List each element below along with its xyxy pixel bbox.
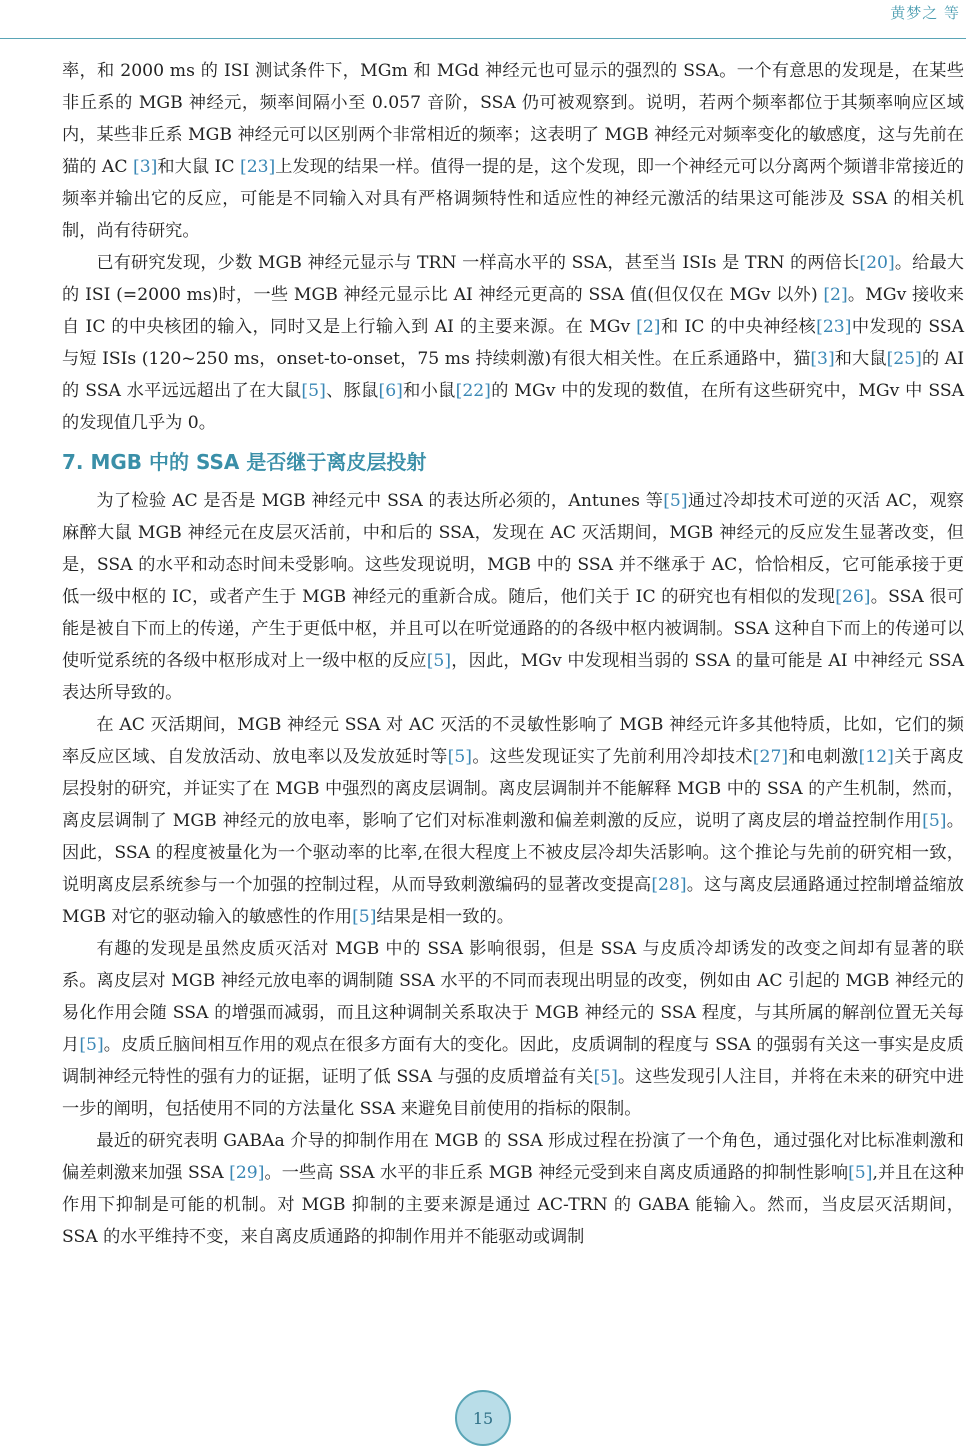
citation-link[interactable]: [27] (752, 747, 789, 767)
paragraph (62, 247, 964, 439)
citation-link[interactable]: [2] (636, 317, 661, 337)
citation-link[interactable]: [12] (858, 747, 894, 767)
citation-link[interactable]: [5] (301, 381, 326, 401)
paragraph-text: 的 MGv 中的发现的数值，在所有这些研究中，MGv 中 SSA 的发现值几乎为 0。 (62, 381, 965, 433)
citation-link[interactable]: [5] (663, 491, 688, 511)
page-number-badge: 15 (455, 1390, 511, 1446)
paragraph-text: 中发现的 SSA 与短 ISIs (120~250 ms，onset-to-onset，75 ms 持续刺激)有很大相关性。在丘系通路中，猫 (62, 317, 965, 369)
paragraph-text: 率，和 2000 ms 的 ISI 测试条件下，MGm 和 MGd 神经元也可显示的强烈的 SSA。一个有意思的发现是，在某些非丘系的 MGB 神经元，频率间隔小至 0.057 音阶，SSA 仍可被观察到。说明，若两个频率都位于其频率响应区域内，某些非丘系 MGB 神经元可以区别两个非常相近的频率；这表明了 MGB 神经元对频率变化的敏感度，这与先前在猫的 AC (62, 61, 964, 177)
paragraph (62, 485, 964, 709)
citation-link[interactable]: [22] (455, 381, 491, 401)
paragraph-text: 。这与离皮层通路通过控制增益缩放 MGB 对它的驱动输入的敏感性的作用 (62, 875, 964, 927)
paragraph-text: 和大鼠 (834, 349, 887, 369)
paragraph-text: 。SSA 很可能是被自下而上的传递，产生于更低中枢，并且可以在听觉通路的的各级中枢内被调制。SSA 这种自下而上的传递可以使听觉系统的各级中枢形成对上一级中枢的反应 (62, 587, 964, 671)
citation-link[interactable]: [5] (352, 907, 377, 927)
paragraph-text: 和电刺激 (788, 747, 859, 767)
citation-link[interactable]: [2] (823, 285, 848, 305)
pre-section-text (62, 55, 964, 439)
paragraph-text: 。因此，SSA 的程度被量化为一个驱动率的比率,在很大程度上不被皮层冷却失活影响。这个推论与先前的研究相一致，说明离皮层系统参与一个加强的控制过程，从而导致刺激编码的显著改变提高 (62, 811, 964, 895)
paragraph-text: 已有研究发现，少数 MGB 神经元显示与 TRN 一样高水平的 SSA，甚至当 ISIs 是 TRN 的两倍长 (96, 253, 860, 273)
paragraph-text: 。给最大的 ISI (=2000 ms)时，一些 MGB 神经元显示比 AI 神经元更高的 SSA 值(但仅仅在 MGv 以外) (62, 253, 964, 305)
paragraph-text: 的 AI 的 SSA 水平远远超出了在大鼠 (62, 349, 964, 401)
paragraph-text: 有趣的发现是虽然皮质灭活对 MGB 中的 SSA 影响很弱，但是 SSA 与皮质冷却诱发的改变之间却有显著的联系。离皮层对 MGB 神经元放电率的调制随 SSA 水平的不同而表现出明显的改变，例如由 AC 引起的 MGB 神经元的易化作用会随 SSA 的增强而减弱，而且这种调制关系取决于 MGB 神经元的 SSA 程度，与其所属的解剖位置无关每月 (62, 939, 964, 1055)
citation-link[interactable]: [5] (447, 747, 472, 767)
paragraph-text: 、豚鼠 (325, 381, 379, 401)
paragraph-text: 和大鼠 IC (157, 157, 240, 177)
article-body (62, 55, 964, 1253)
citation-link[interactable]: [5] (922, 811, 947, 831)
citation-link[interactable]: [20] (859, 253, 895, 273)
paragraph-text: 。MGv 接收来自 IC 的中央核团的输入，同时又是上行输入到 AI 的主要来源。在 MGv (62, 285, 964, 337)
citation-link[interactable]: [26] (835, 587, 871, 607)
paragraph-text: 和小鼠 (402, 381, 456, 401)
citation-link[interactable]: [5] (848, 1163, 873, 1183)
citation-link[interactable]: [23] (816, 317, 852, 337)
paragraph-text: 结果是相一致的。 (376, 907, 514, 927)
paragraph (62, 1125, 964, 1253)
citation-link[interactable]: [28] (651, 875, 687, 895)
paragraph-text: 通过冷却技术可逆的灭活 AC，观察麻醉大鼠 MGB 神经元在皮层灭活前，中和后的 SSA，发现在 AC 灭活期间，MGB 神经元的反应发生显著改变，但是，SSA 的水平和动态时间未受影响。这些发现说明，MGB 中的 SSA 并不继承于 AC，恰恰相反，它可能承接于更低一级中枢的 IC，或者产生于 MGB 神经元的重新合成。随后，他们关于 IC 的研究也有相似的发现 (62, 491, 964, 607)
paragraph-text: 。皮质丘脑间相互作用的观点在很多方面有大的变化。因此，皮质调制的程度与 SSA 的强弱有关这一事实是皮质调制神经元特性的强有力的证据，证明了低 SSA 与强的皮质增益有关 (62, 1035, 964, 1087)
citation-link[interactable]: [29] (229, 1163, 265, 1183)
paragraph-text: 上发现的结果一样。值得一提的是，这个发现，即一个神经元可以分离两个频谱非常接近的频率并输出它的反应，可能是不同输入对具有严格调频特性和适应性的神经元激活的结果这可能涉及 SSA 的相关机制，尚有待研究。 (62, 157, 964, 241)
paragraph-text: 。这些发现引人注目，并将在未来的研究中进一步的阐明，包括使用不同的方法量化 SSA 来避免目前使用的指标的限制。 (62, 1067, 964, 1119)
paragraph-text: 和 IC 的中央神经核 (660, 317, 817, 337)
paragraph-text: 最近的研究表明 GABAa 介导的抑制作用在 MGB 的 SSA 形成过程在扮演了一个角色，通过强化对比标准刺激和偏差刺激来加强 SSA (62, 1131, 964, 1183)
paragraph-text: 在 AC 灭活期间，MGB 神经元 SSA 对 AC 灭活的不灵敏性影响了 MGB 神经元许多其他特质，比如，它们的频率反应区域、自发放活动、放电率以及发放延时等 (62, 715, 964, 767)
citation-link[interactable]: [6] (378, 381, 403, 401)
citation-link[interactable]: [23] (239, 157, 276, 177)
paragraph-text: 。这些发现证实了先前利用冷却技术 (472, 747, 753, 767)
citation-link[interactable]: [3] (810, 349, 835, 369)
citation-link[interactable]: [5] (79, 1035, 104, 1055)
header-divider (0, 38, 966, 39)
citation-link[interactable]: [3] (133, 157, 158, 177)
paragraph (62, 55, 964, 247)
section-body-text (62, 485, 964, 1253)
paragraph (62, 709, 964, 933)
paragraph-text: 关于离皮层投射的研究，并证实了在 MGB 中强烈的离皮层调制。离皮层调制并不能解释 MGB 中的 SSA 的产生机制，然而，离皮层调制了 MGB 神经元的放电率，影响了它们对标准刺激和偏差刺激的反应，说明了离皮层的增益控制作用 (62, 747, 964, 831)
paragraph-text: ,并且在这种作用下抑制是可能的机制。对 MGB 抑制的主要来源是通过 AC-TRN 的 GABA 能输入。然而，当皮层灭活期间，SSA 的水平维持不变，来自离皮质通路的抑制作用并不能驱动或调制 (62, 1163, 964, 1247)
section-heading: 7. MGB 中的 SSA 是否继于离皮层投射 (62, 450, 427, 474)
paragraph-text: 为了检验 AC 是否是 MGB 神经元中 SSA 的表达所必须的，Antunes 等 (96, 491, 664, 511)
citation-link[interactable]: [25] (886, 349, 922, 369)
page-header (0, 0, 966, 40)
paragraph-text: 。一些高 SSA 水平的非丘系 MGB 神经元受到来自离皮质通路的抑制性影响 (264, 1163, 849, 1183)
header-author: 黄梦之 等 (890, 4, 960, 22)
citation-link[interactable]: [5] (426, 651, 452, 671)
paragraph-text: ，因此，MGv 中发现相当弱的 SSA 的量可能是 AI 中神经元 SSA 表达所导致的。 (62, 651, 964, 703)
citation-link[interactable]: [5] (593, 1067, 618, 1087)
paragraph (62, 933, 964, 1125)
